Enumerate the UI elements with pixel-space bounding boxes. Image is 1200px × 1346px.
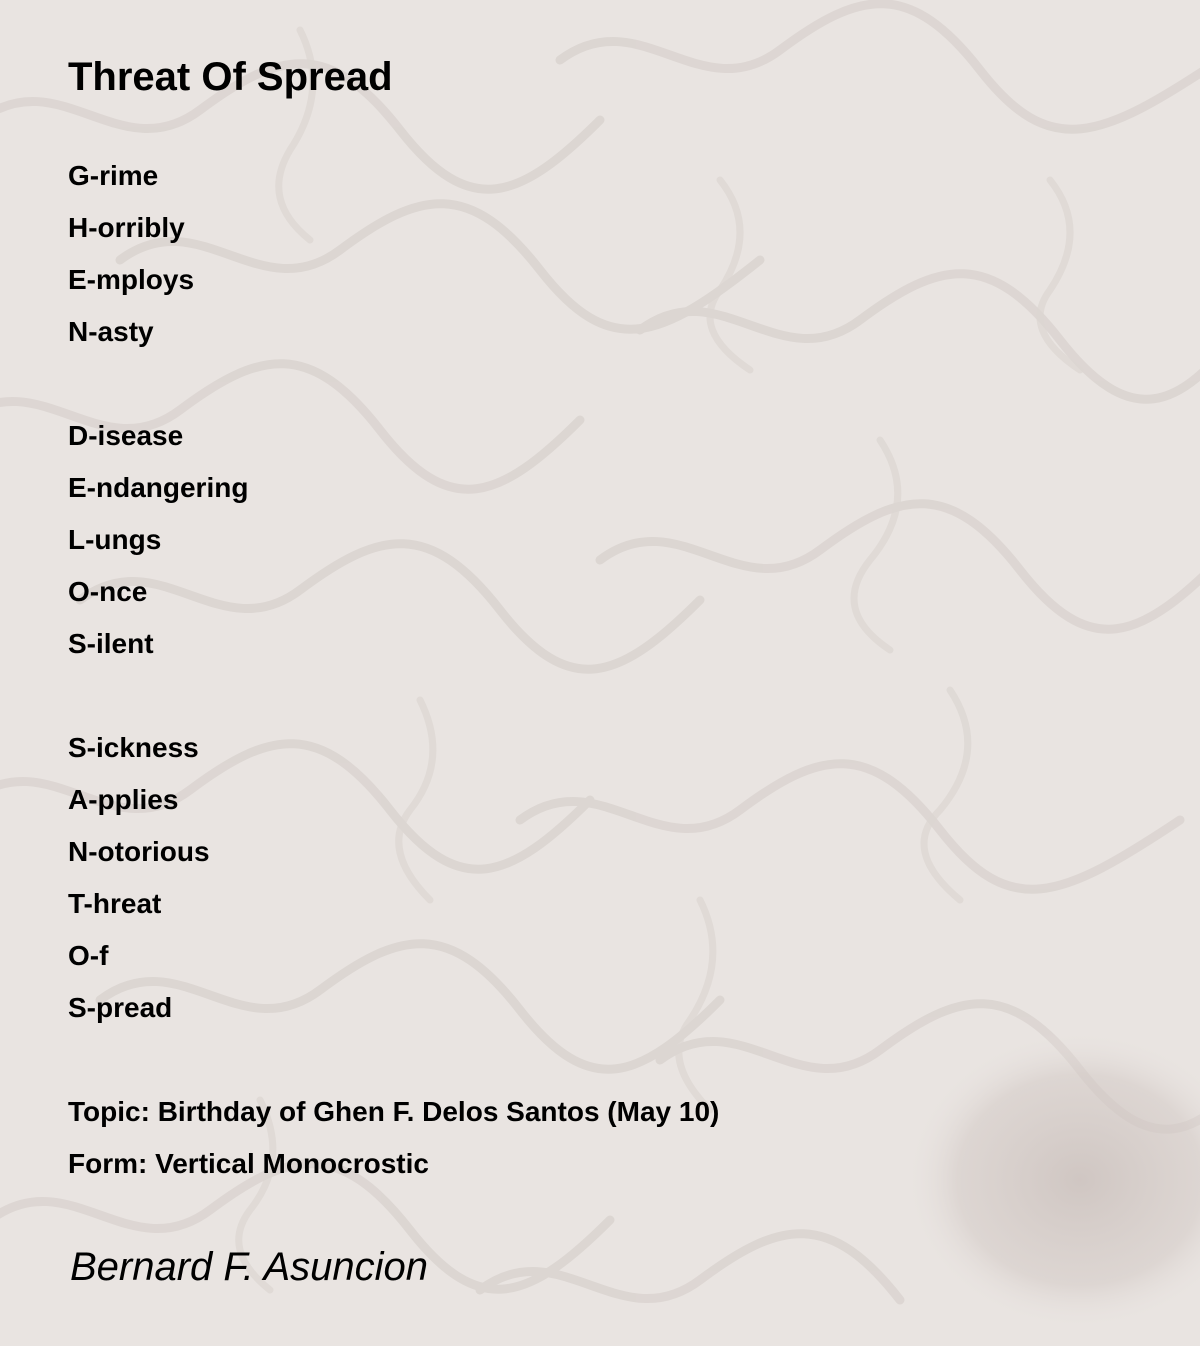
poem-meta: [68, 1086, 1148, 1190]
poem-line: N-otorious: [68, 836, 210, 867]
poem-form: Form: Vertical Monocrostic: [68, 1148, 429, 1179]
poem-container: [68, 52, 1148, 1292]
poem-title: Threat Of Spread: [68, 55, 393, 99]
poem-author: Bernard F. Asuncion: [70, 1245, 428, 1289]
poem-line: E-mploys: [68, 264, 195, 295]
poem-line: H-orribly: [68, 212, 185, 243]
poem-line: S-ickness: [68, 732, 199, 763]
poem-line: D-isease: [68, 420, 184, 451]
poem-line: S-ilent: [68, 628, 154, 659]
poem-line: S-pread: [68, 992, 173, 1023]
stanza-2: [68, 410, 1148, 670]
poem-line: N-asty: [68, 316, 154, 347]
poem-line: O-f: [68, 940, 109, 971]
poem-line: O-nce: [68, 576, 148, 607]
stanza-3: [68, 722, 1148, 1034]
poem-line: L-ungs: [68, 524, 162, 555]
poem-line: T-hreat: [68, 888, 162, 919]
poem-line: G-rime: [68, 160, 159, 191]
stanza-1: [68, 150, 1148, 358]
poem-topic: Topic: Birthday of Ghen F. Delos Santos (May 10): [68, 1096, 720, 1127]
poem-line: A-pplies: [68, 784, 179, 815]
poem-line: E-ndangering: [68, 472, 249, 503]
